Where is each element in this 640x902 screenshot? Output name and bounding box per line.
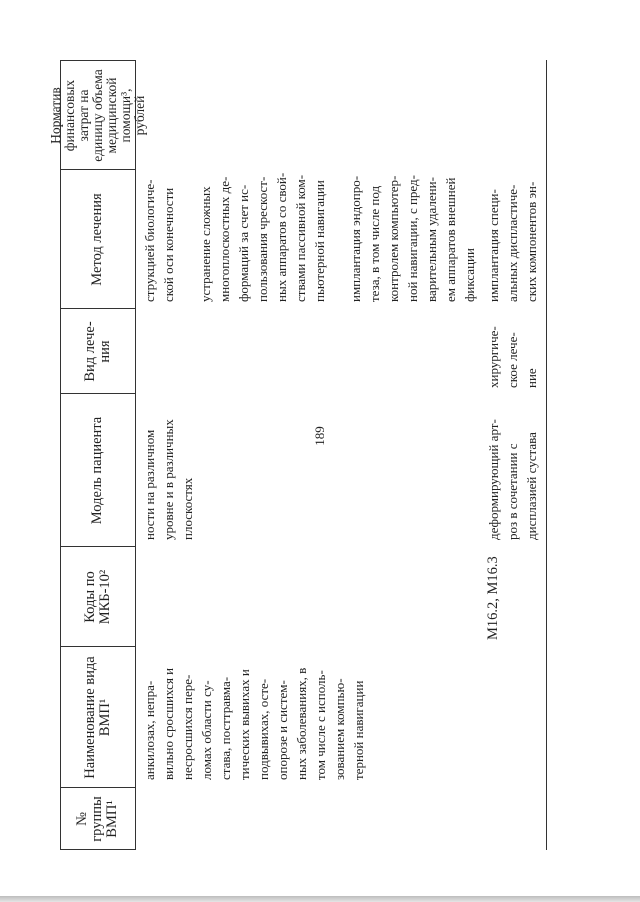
header-treatment-type: Вид лече- ния xyxy=(81,321,113,382)
rotated-table xyxy=(47,60,548,850)
row1-vmp-name: анкилозах, непра- вильно сросшихся и несросшихся пере- ломах области су- става, посттравма- тических вывихах и подвывихах, осте- опорозе и систем- ных заболеваниях, в том числе с исполь- зованием компью- терной навигации xyxy=(142,667,366,780)
scan-edge xyxy=(0,896,640,902)
row1-treatment-method-a: струкцией биологиче- ской оси конечности xyxy=(142,179,176,302)
row1-treatment-method-c: имплантация эндопро- теза, в том числе под контролем компьютер- ной навигации, с пред- варительным удалени- ем аппаратов внешней фиксации xyxy=(348,175,477,302)
table-bottom-line xyxy=(546,60,547,850)
header-patient-model: Модель пациента xyxy=(89,416,105,525)
row2-patient-model: деформирующий арт- роз в сочетании с дисплазией сустава xyxy=(486,419,539,540)
page-number: 189 xyxy=(312,426,327,446)
row2-treatment-type: хирургиче- ское лече- ние xyxy=(486,326,539,388)
row2-icd-codes: M16.2, M16.3 xyxy=(485,556,501,640)
header-financial-norm: Норматив финансовых затрат на единицу объема медицинской помощи³, рублей xyxy=(47,69,147,162)
header-vmp-name: Наименование вида ВМП¹ xyxy=(81,656,113,779)
header-bottom-line xyxy=(135,60,136,850)
header-icd-codes: Коды по МКБ-10² xyxy=(81,569,113,625)
header-group-no: № группы ВМП¹ xyxy=(74,796,120,842)
row1-treatment-method-b: устранение сложных многоплоскостных де- формаций за счет ис- пользования чрескост- ных аппаратов со свой- ствами пассивной ком- пьютерной навигации xyxy=(198,172,327,302)
header-treatment-method: Метод лечения xyxy=(89,193,105,286)
row2-treatment-method: имплантация специ- альных диспластиче- ских компонентов эн- xyxy=(486,181,539,302)
row1-patient-model: ности на различном уровне и в различных плоскостях xyxy=(142,419,195,540)
